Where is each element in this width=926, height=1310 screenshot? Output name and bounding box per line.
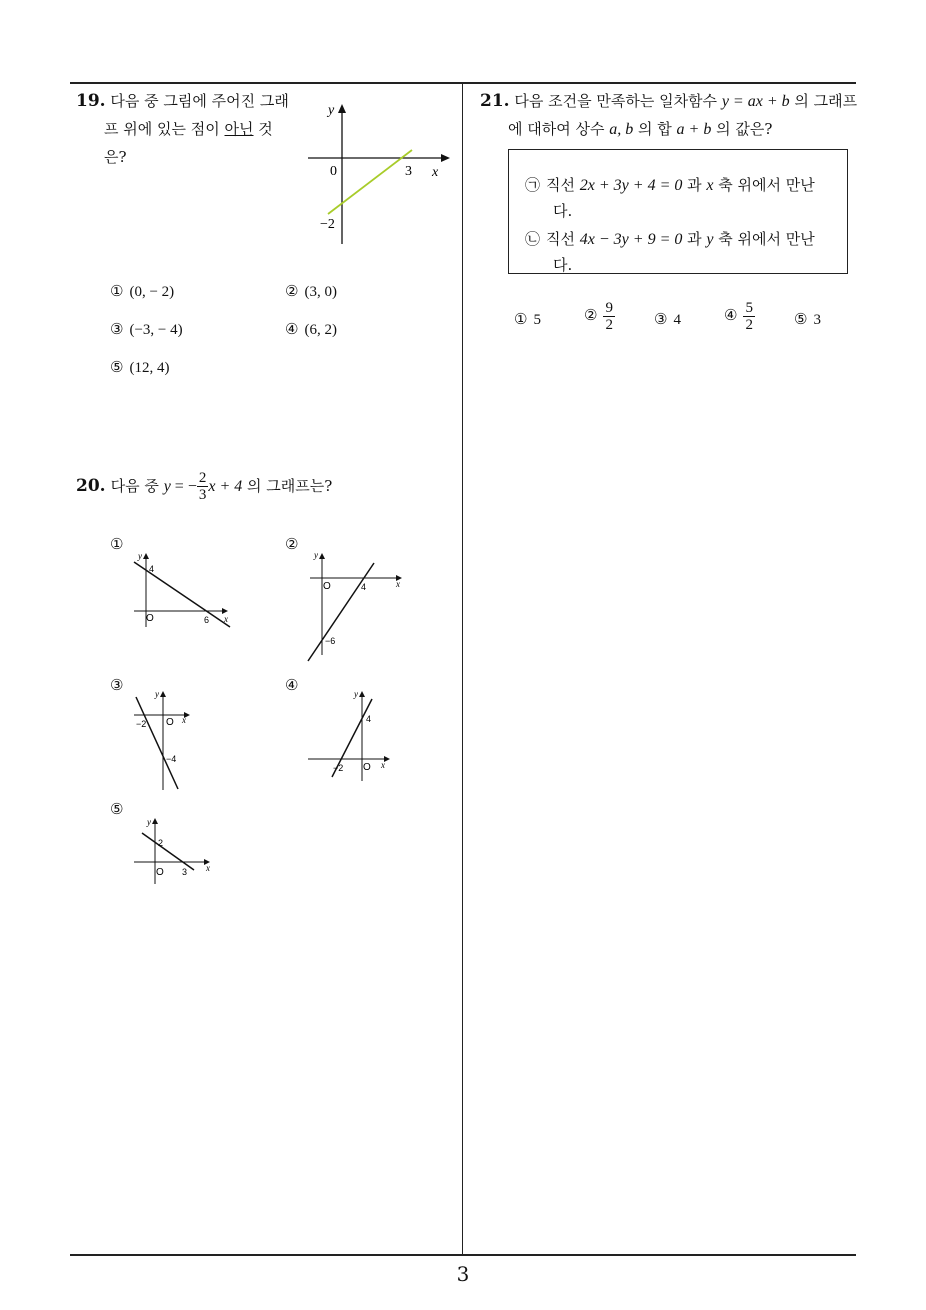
fraction <box>743 300 755 333</box>
fraction <box>197 470 209 503</box>
condition-text: 과 <box>682 176 707 194</box>
question-text: 다음 중 그림에 주어진 그래 <box>110 92 289 110</box>
equation-part: y <box>163 478 171 495</box>
origin-label: O <box>156 867 164 878</box>
fraction-numerator: 5 <box>745 300 753 316</box>
graph-choice-3[interactable] <box>128 685 208 795</box>
tick-label: −6 <box>325 636 336 646</box>
tick-label: 4 <box>149 564 155 574</box>
question-number: 21. <box>480 91 510 111</box>
y-label: y <box>328 103 335 118</box>
fraction-denominator: 2 <box>605 317 613 333</box>
choice-mark: ⑤ <box>110 358 124 376</box>
tick-label: 3 <box>182 867 188 877</box>
bottom-rule <box>70 1254 856 1256</box>
y-label: y <box>354 689 358 699</box>
equation-part: 4x − 3y + 9 = 0 <box>579 231 683 248</box>
choice-mark: ④ <box>724 305 738 324</box>
fraction-denominator: 3 <box>198 487 207 503</box>
tick-label: −2 <box>333 763 344 773</box>
origin-label: O <box>363 762 371 773</box>
graph-line <box>142 833 194 870</box>
fraction-numerator: 2 <box>198 470 207 486</box>
y-arrow <box>338 104 346 113</box>
x-tick-label: 3 <box>405 164 412 179</box>
q21-choice-5[interactable] <box>794 310 821 329</box>
choice-mark: ③ <box>110 320 124 338</box>
condition-2 <box>525 228 815 249</box>
question-number: 19. <box>76 91 106 111</box>
underlined-word: 아닌 <box>224 120 254 138</box>
origin-label: O <box>166 717 174 728</box>
choice-1[interactable] <box>110 282 174 301</box>
graph-choice-1[interactable] <box>128 545 238 630</box>
x-label: x <box>182 715 186 725</box>
question-text: 의 그래프는? <box>242 477 333 495</box>
condition-1 <box>525 174 815 195</box>
y-label: y <box>138 551 142 561</box>
column-divider <box>462 82 463 1256</box>
condition-text: 직선 <box>546 176 580 194</box>
graph-choice-1-mark[interactable]: ① <box>110 535 124 553</box>
choice-3[interactable] <box>110 320 183 339</box>
equation-part: x + 4 <box>208 478 243 495</box>
x-label: x <box>224 614 228 624</box>
choice-text: (12, 4) <box>129 360 170 376</box>
graph-choice-5-mark[interactable]: ⑤ <box>110 800 124 818</box>
tick-label: −2 <box>136 719 147 729</box>
y-arrow <box>319 553 325 559</box>
page-number: 3 <box>456 1262 470 1286</box>
graph-choice-2[interactable] <box>300 545 410 665</box>
condition-text: 직선 <box>546 230 580 248</box>
choice-mark: ② <box>285 282 299 300</box>
x-arrow <box>441 154 450 162</box>
y-arrow <box>152 818 158 824</box>
x-label: x <box>396 579 400 589</box>
question-text: 다음 조건을 만족하는 일차함수 <box>514 92 722 110</box>
q21-choice-2[interactable] <box>584 300 615 333</box>
choice-text: 4 <box>673 312 681 328</box>
condition-mark: ㉡ <box>525 230 541 248</box>
choice-5[interactable] <box>110 358 169 377</box>
tick-label: 2 <box>158 838 164 848</box>
choice-text: 3 <box>813 312 821 328</box>
q21-choice-3[interactable] <box>654 310 681 329</box>
equation-part: y <box>706 231 714 248</box>
condition-text: 축 위에서 만난 <box>713 230 815 248</box>
x-label: x <box>206 863 210 873</box>
graph-choice-4-mark[interactable]: ④ <box>285 676 299 694</box>
condition-mark: ㉠ <box>525 176 541 194</box>
equation-part: = ax + b <box>728 93 790 110</box>
tick-label: −4 <box>166 754 177 764</box>
choice-text: (−3, − 4) <box>129 322 183 338</box>
x-label: x <box>381 760 385 770</box>
graph-choice-2-mark[interactable]: ② <box>285 535 299 553</box>
condition-1-cont: 다. <box>553 202 573 220</box>
question-text: 다음 중 <box>110 477 164 495</box>
fraction-denominator: 2 <box>745 317 753 333</box>
choice-text: (3, 0) <box>304 284 337 300</box>
question-text: 프 위에 있는 점이 <box>104 120 225 138</box>
tick-label: 4 <box>361 582 367 592</box>
equation-part: 2x + 3y + 4 = 0 <box>579 177 683 194</box>
equation-part: a + b <box>676 121 712 138</box>
question-text: 의 합 <box>633 120 677 138</box>
question-number: 20. <box>76 476 106 496</box>
equation-part: x <box>706 177 714 194</box>
origin-label: O <box>146 613 154 624</box>
fraction-numerator: 9 <box>605 300 613 316</box>
graph-line <box>328 150 412 214</box>
q19-graph <box>300 94 460 254</box>
choice-text: (6, 2) <box>304 322 337 338</box>
y-label: y <box>147 817 151 827</box>
choice-mark: ② <box>584 305 598 324</box>
q21-choice-4[interactable] <box>724 300 755 333</box>
y-arrow <box>143 553 149 559</box>
choice-mark: ④ <box>285 320 299 338</box>
graph-line <box>136 697 178 789</box>
equation-part: y <box>721 93 729 110</box>
top-rule <box>70 82 856 84</box>
tick-label: 4 <box>366 714 372 724</box>
question-text: 에 대하여 상수 <box>508 120 610 138</box>
choice-mark: ① <box>110 282 124 300</box>
y-label: y <box>314 550 318 560</box>
x-label: x <box>432 165 439 180</box>
choice-4[interactable] <box>285 320 337 339</box>
choice-mark: ⑤ <box>794 310 808 328</box>
q21-choice-1[interactable] <box>514 310 541 329</box>
choice-text: (0, − 2) <box>129 284 175 300</box>
y-tick-label: −2 <box>320 217 335 232</box>
condition-text: 과 <box>682 230 707 248</box>
tick-label: 6 <box>204 615 210 625</box>
question-20 <box>76 470 332 503</box>
origin-label: O <box>323 581 331 592</box>
choice-mark: ① <box>514 310 528 328</box>
graph-choice-4[interactable] <box>300 685 400 785</box>
y-label: y <box>155 689 159 699</box>
question-text: 의 그래프 <box>789 92 858 110</box>
condition-box <box>508 149 848 274</box>
equation-part: a, b <box>609 121 634 138</box>
question-text: 은? <box>104 148 127 166</box>
condition-2-cont: 다. <box>553 256 573 274</box>
question-text: 의 값은? <box>711 120 773 138</box>
question-text: 것 <box>253 120 273 138</box>
choice-2[interactable] <box>285 282 337 301</box>
origin-label: 0 <box>330 164 337 179</box>
choice-mark: ③ <box>654 310 668 328</box>
fraction <box>603 300 615 333</box>
equation-part: = − <box>170 478 197 495</box>
graph-choice-5[interactable] <box>128 812 218 887</box>
condition-text: 축 위에서 만난 <box>713 176 815 194</box>
y-arrow <box>359 691 365 697</box>
choice-text: 5 <box>533 312 541 328</box>
graph-choice-3-mark[interactable]: ③ <box>110 676 124 694</box>
y-arrow <box>160 691 166 697</box>
